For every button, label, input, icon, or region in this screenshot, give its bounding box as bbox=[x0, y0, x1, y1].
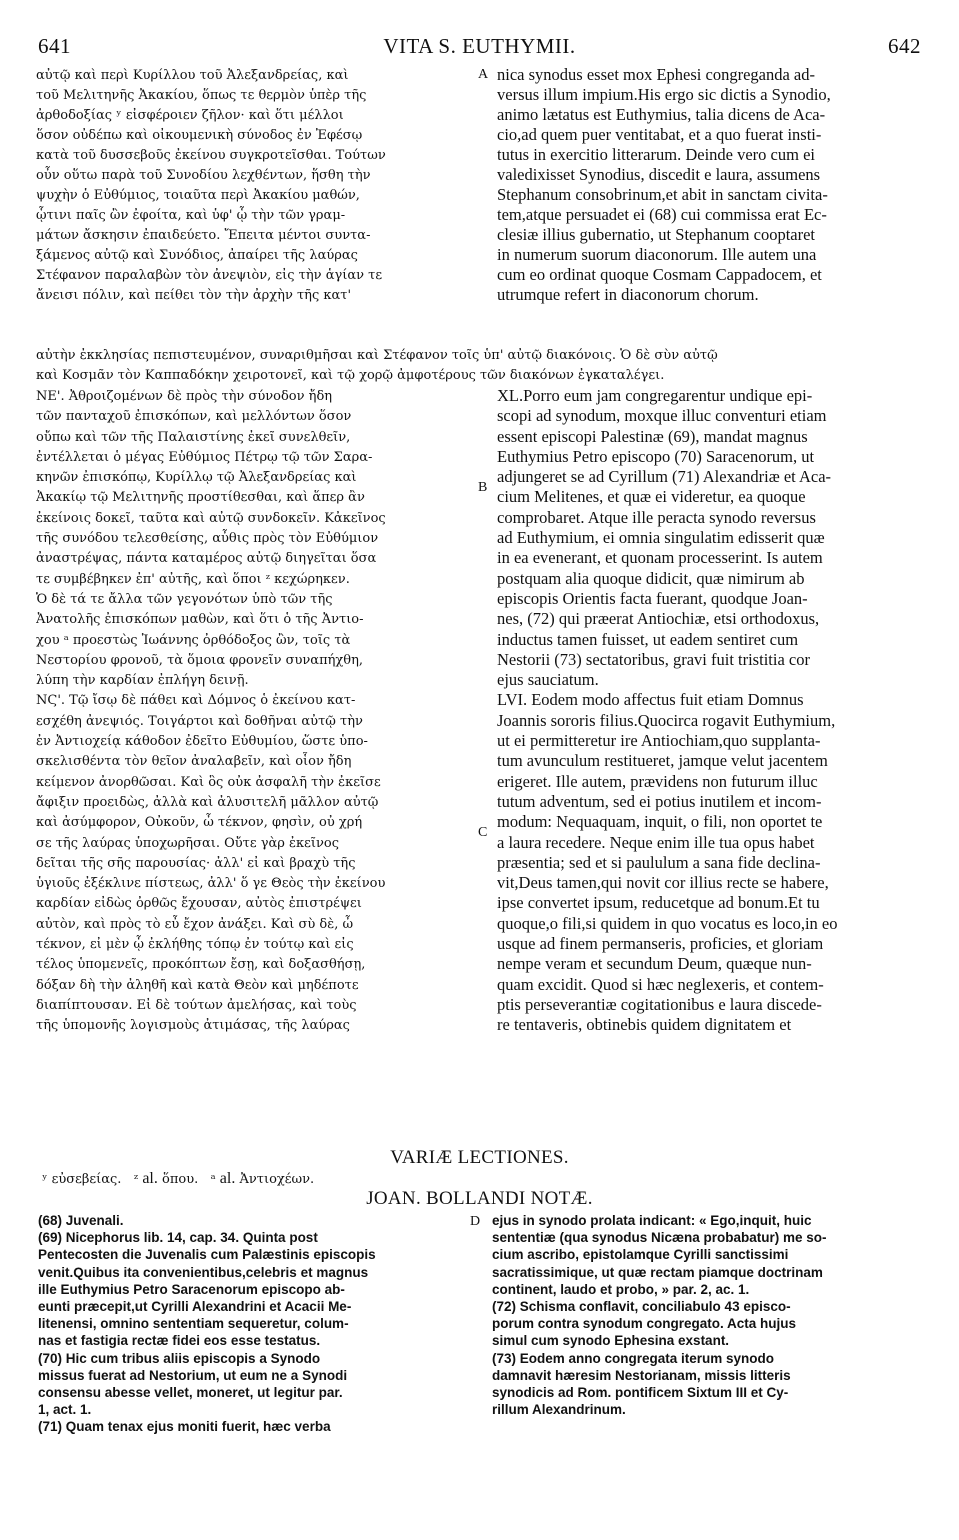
greek-column-top bbox=[36, 66, 490, 306]
note-line: ejus in synodo prolata indicant: « Ego,inquit, huic bbox=[492, 1213, 812, 1228]
greek-line: ἐντέλλεται ὁ μέγας Εὐθύμιος Πέτρῳ τῷ τῶν Σαρα- bbox=[36, 449, 373, 465]
note-line: cium ascribo, epistolamque Cyrilli sanctissimi bbox=[492, 1247, 789, 1263]
note-line: consensu abesse vellet, moneret, ut legitur par. bbox=[38, 1385, 343, 1401]
greek-line: εσχέθη ἀνεψιός. Τοιγάρτοι καὶ δοθῆναι αὐτῷ τὴν bbox=[36, 713, 363, 729]
greek-line: σε τῆς λαύρας ὑποχωρῆσαι. Οὔτε γὰρ ἐκεῖνος bbox=[36, 835, 339, 851]
latin-line: usque ad finem permanseris, proficies, et gloriam bbox=[497, 934, 824, 954]
note-line: nas et fastigia rectæ fidei eos esse testatus. bbox=[38, 1333, 321, 1349]
greek-line: ᾧτινι παῖς ὢν ἐφοίτα, καὶ ὑφ' ᾧ τὴν τῶν γραμ- bbox=[36, 208, 346, 223]
greek-line: Νεστορίου φρονοῦ, τὰ ὅμοια φρονεῖν συναπήχθη, bbox=[36, 652, 364, 668]
greek-line: οὖν οὕτω παρὰ τοῦ Συνοδίου λεχθέντων, ἥσθη τὴν bbox=[36, 168, 371, 183]
running-title: VITA S. EUTHYMII. bbox=[383, 34, 576, 58]
greek-line: ἐκείνοις δοκεῖ, ταῦτα καὶ αὐτῷ συνδοκεῖν. Κἀκεῖνος bbox=[36, 510, 386, 526]
bollandi-notae-heading: JOAN. BOLLANDI NOTÆ. bbox=[366, 1188, 593, 1209]
latin-column-top bbox=[497, 65, 927, 305]
notes-left-column bbox=[38, 1212, 481, 1436]
latin-line: modum: Nequaquam, inquit, o fili, non oportet te bbox=[497, 812, 823, 832]
latin-line: essent episcopi Palestinæ (69), mandat magnus bbox=[497, 426, 808, 446]
note-line: (69) Nicephorus lib. 14, cap. 34. Quinta post bbox=[38, 1230, 318, 1246]
greek-line: ἄνεισι πόλιν, καὶ πείθει τὸν τὴν ἀρχὴν τῆς κατ' bbox=[36, 288, 352, 303]
greek-line: δεῖται τῆς σῆς παρουσίας· ἀλλ' εἰ καὶ βραχὺ τῆς bbox=[36, 855, 356, 871]
variae-lectiones bbox=[42, 1170, 314, 1188]
variant-text-y: εὐσεβείας. bbox=[51, 1172, 122, 1187]
note-line: (68) Juvenali. bbox=[38, 1213, 124, 1228]
greek-line: χου ᵃ προεστὼς Ἰωάννης ὀρθόδοξος ὢν, τοῖς τὰ bbox=[36, 632, 351, 648]
variant-mark-y: ʸ bbox=[42, 1172, 48, 1187]
latin-line: cio,ad quem puer ventitabat, et a quo fuerat insti- bbox=[497, 125, 822, 144]
latin-line: Euthymius Petro episcopo (70) Saracenorum, ut bbox=[497, 446, 815, 466]
latin-line: ipse convertet ipsum, reducetque ad bonum.Et tu bbox=[497, 893, 820, 913]
greek-line: τέκνον, εἰ μὲν ᾧ ἐκλήθης τόπῳ ἐν τούτῳ καὶ εἰς bbox=[36, 937, 354, 953]
variant-text-z: ὅπου. bbox=[162, 1172, 199, 1187]
note-line: (70) Hic cum tribus aliis episcopis a Synodo bbox=[38, 1350, 321, 1366]
note-line: (73) Eodem anno congregata iterum synodo bbox=[492, 1350, 775, 1366]
latin-line: LVI. Eodem modo affectus fuit etiam Domnus bbox=[497, 690, 804, 710]
margin-marker-d: D bbox=[470, 1214, 481, 1229]
variant-text-a: Ἀντιοχέων. bbox=[239, 1172, 315, 1187]
latin-line: episcopis Orientis facta fuerant, quodque Joan- bbox=[497, 588, 808, 608]
note-line: continent, laudo et probo, » par. 2, ac. 1. bbox=[492, 1281, 750, 1297]
latin-line: Nestorii (73) sectatoribus, gravi fuit tristitia cor bbox=[497, 649, 810, 669]
greek-line: Ὁ δὲ τά τε ἄλλα τῶν γεγονότων ὑπὸ τῶν τῆς bbox=[36, 591, 333, 607]
greek-line: κηνῶν ἐπισκόπῳ, Κυρίλλῳ τῷ Ἀλεξανδρείας καὶ bbox=[36, 470, 357, 486]
variant-al-a: al. bbox=[219, 1170, 236, 1187]
greek-line: καὶ Κοσμᾶν τὸν Καππαδόκην χειροτονεῖ, καὶ τῷ χορῷ ἀμφοτέρους τῶν διακόνων ἐγκαταλέγει. bbox=[36, 368, 665, 383]
greek-line: ΝΕ'. Ἀθροιζομένων δὲ πρὸς τὴν σύνοδον ἤδη bbox=[36, 389, 333, 404]
greek-line: τῆς συνόδου τελεσθείσης, αὖθις πρὸς τὸν Εὐθύμιον bbox=[36, 531, 379, 547]
note-line: litenensi, omnino sententiam sequeretur, colum- bbox=[38, 1316, 349, 1332]
note-line: sacratissimique, ut quæ rectam piamque doctrinam bbox=[492, 1264, 823, 1280]
variant-al-z: al. bbox=[142, 1170, 158, 1187]
note-line: (71) Quam tenax ejus moniti fuerit, hæc verba bbox=[38, 1419, 331, 1435]
latin-line: versus illum impium.His ergo sic dictis a Synodio, bbox=[497, 85, 831, 104]
latin-line: ut ei permitteretur ire Antiochiam,quo supplanta- bbox=[497, 731, 821, 751]
latin-line: scopi ad synodum, moxque illuc conventuri etiam bbox=[497, 406, 827, 426]
latin-line: Joannis sororis filius.Quocirca rogavit Euthymium, bbox=[497, 710, 836, 730]
greek-line: τοῦ Μελιτηνῆς Ἀκακίου, ὅπως τε θερμὸν ὑπὲρ τῆς bbox=[36, 88, 367, 103]
greek-line: Ἀνατολῆς ἐπισκόπων μαθὼν, καὶ ὅτι ὁ τῆς Ἀντιο- bbox=[36, 612, 364, 628]
latin-line: utrumque refert in diaconorum chorum. bbox=[497, 285, 759, 304]
greek-line: ΝϚ'. Τῷ ἴσῳ δὲ πάθει καὶ Δόμνος ὁ ἐκείνου κατ- bbox=[36, 693, 356, 709]
latin-line: præsentia; sed et si paululum a sana fide declina- bbox=[497, 852, 821, 872]
latin-line: ptis perseverantiæ cogitationibus e laura discede- bbox=[497, 994, 822, 1014]
margin-marker-c: C bbox=[478, 825, 488, 840]
note-line: synodicis ad Rom. pontificem Sixtum III et Cy- bbox=[492, 1385, 789, 1401]
greek-line: αὐτὴν ἐκκλησίας πεπιστευμένον, συναριθμῆσαι καὶ Στέφανον τοῖς ὑπ' αὐτῷ διακόνοις. Ὁ δὲ σὺν αὐτῷ bbox=[36, 348, 718, 363]
greek-line: λύπη τὴν καρδίαν ἐπλήγη δεινῇ. bbox=[36, 673, 249, 689]
latin-line: nica synodus esset mox Ephesi congreganda ad- bbox=[497, 65, 815, 84]
greek-line: ὅσον οὐδέπω καὶ οἰκουμενικὴ σύνοδος ἐν Ἐφέσῳ bbox=[36, 128, 363, 143]
latin-line: XL.Porro eum jam congregarentur undique epi- bbox=[497, 386, 813, 405]
latin-line: cum eo ordinat quoque Cosmam Cappadocem, et bbox=[497, 265, 822, 284]
latin-line: ejus sauciatum. bbox=[497, 670, 599, 690]
latin-line: tem,atque persuadet ei (68) cui commissa erat Ec- bbox=[497, 205, 827, 224]
greek-line: τέλος ὑπομενεῖς, προκόπτων ἔσῃ, καὶ δοξασθήσῃ, bbox=[36, 957, 366, 973]
greek-line: ψυχὴν ὁ Εὐθύμιος, τοιαῦτα περὶ Ἀκακίου μαθών, bbox=[36, 188, 360, 203]
note-line: Pentecosten die Juvenalis cum Palæstinis episcopis bbox=[38, 1247, 376, 1263]
latin-line: re tentaveris, obtinebis quidem dignitatem et bbox=[497, 1015, 792, 1035]
latin-line: adjungeret se ad Cyrillum (71) Alexandriæ et Aca- bbox=[497, 467, 832, 487]
note-line: rillum Alexandrinum. bbox=[492, 1402, 626, 1418]
note-line: venit.Quibus ita convenientibus,celebris et magnus bbox=[38, 1264, 369, 1280]
variae-lectiones-heading: VARIÆ LECTIONES. bbox=[390, 1147, 569, 1168]
greek-line: τε συμβέβηκεν ἐπ' αὐτῆς, καὶ ὅποι ᶻ κεχώρηκεν. bbox=[36, 571, 350, 587]
greek-line: αὐτῷ καὶ περὶ Κυρίλλου τοῦ Ἀλεξανδρείας, καὶ bbox=[36, 68, 349, 83]
greek-line: ξάμενος αὐτῷ καὶ Συνόδιος, ἀπαίρει τῆς λαύρας bbox=[36, 248, 358, 263]
latin-line: quam excidit. Quod si hæc neglexeris, et contem- bbox=[497, 974, 824, 994]
notes-right-column bbox=[492, 1212, 932, 1418]
variant-mark-a: ᵃ bbox=[210, 1172, 216, 1187]
latin-line: nes, (72) qui præerat Antiochiæ, etsi orthodoxus, bbox=[497, 609, 820, 629]
note-line: sententiæ (qua synodus Nicæna probabatur) me so- bbox=[492, 1230, 827, 1246]
margin-marker-a: A bbox=[478, 67, 489, 82]
latin-line: in numerum suorum diaconorum. Ille autem una bbox=[497, 245, 817, 264]
greek-line: καρδίαν εἰδὼς ὀρθῶς ἔχουσαν, αὐτὸς ἐπιστρέψει bbox=[36, 896, 362, 912]
greek-column-main bbox=[36, 387, 490, 1037]
greek-line: ἀρθοδοξίας ʸ εἰσφέροιεν ζῆλον· καὶ ὅτι μέλλοι bbox=[36, 108, 344, 123]
greek-line: ἄφιξιν προειδὼς, ἀλλὰ καὶ ἀλυσιτελῆ μᾶλλον αὐτῷ bbox=[36, 794, 379, 810]
greek-line: ὑγιοῦς ἐξέκλινε πίστεως, ἀλλ' ὅ γε Θεὸς τὴν ἐκείνου bbox=[36, 876, 386, 892]
note-line: simul cum synodo Ephesina exstant. bbox=[492, 1333, 730, 1349]
latin-line: erigeret. Ille autem, prævidens non futurum illuc bbox=[497, 771, 818, 791]
right-page-number: 642 bbox=[888, 34, 921, 58]
greek-line: ἀναστρέψας, πάντα καταμέρος αὐτῷ διηγεῖται ὅσα bbox=[36, 551, 377, 567]
note-line: damnavit hæresim Nestorianam, missis litteris bbox=[492, 1367, 791, 1383]
latin-line: vit,Deus tamen,qui novit cor illius recte se habere, bbox=[497, 873, 829, 893]
greek-line: τῆς ὑπομονῆς λογισμοὺς ἀτιμάσας, τῆς λαύρας bbox=[36, 1018, 350, 1034]
greek-line: κείμενον ἀνορθῶσαι. Καὶ ὃς οὐκ ἀσφαλῆ τὴν ἐκεῖσε bbox=[36, 774, 381, 790]
margin-marker-b: B bbox=[478, 480, 488, 495]
left-page-number: 641 bbox=[38, 34, 71, 58]
latin-line: ad Euthymium, ei omnia singulatim edisserit quæ bbox=[497, 528, 825, 548]
latin-line: Stephanum consobrinum,et abit in sanctam civita- bbox=[497, 185, 828, 204]
variant-mark-z: ᶻ bbox=[133, 1172, 139, 1187]
note-line: eunti præcepit,ut Cyrilli Alexandrini et Acacii Me- bbox=[38, 1299, 352, 1315]
latin-line: a laura recedere. Neque enim ille tua opus habet bbox=[497, 832, 815, 852]
latin-line: animo lætatus est Euthymius, talia dicens de Aca- bbox=[497, 105, 826, 124]
greek-line: Ἀκακίῳ τῷ Μελιτηνῆς προστίθεσθαι, καὶ ἅπερ ἂν bbox=[36, 490, 365, 506]
greek-line: τῶν πανταχοῦ ἐπισκόπων, καὶ μελλόντων ὅσον bbox=[36, 409, 352, 425]
latin-line: nempe veram et secundum Deum, quæque nun- bbox=[497, 954, 812, 974]
greek-line: μάτων ἄσκησιν ἐπαιδεύετο. Ἔπειτα μέντοι συντα- bbox=[36, 228, 371, 243]
note-line: ille Euthymius Petro Saracenorum episcopo ab- bbox=[38, 1281, 345, 1297]
latin-line: clesiæ illius gubernatio, ut Stephanum cooptaret bbox=[497, 225, 816, 244]
latin-line: cium Melitenes, et quæ ei videretur, ea quoque bbox=[497, 487, 806, 507]
greek-full-width bbox=[36, 346, 931, 386]
latin-line: tutus in exercitio litterarum. Deinde vero cum ei bbox=[497, 145, 815, 164]
greek-line: αὐτὸν, καὶ πρὸς τὸ εὖ ἔχον ἀνάξει. Καὶ σὺ δὲ, ὦ bbox=[36, 916, 354, 932]
note-line: 1, act. 1. bbox=[38, 1402, 92, 1418]
note-line: missus fuerat ad Nestorium, ut eum ne a Synodi bbox=[38, 1367, 348, 1383]
greek-line: δόξαν δὴ τὴν ἀληθῆ καὶ κατὰ Θεὸν καὶ μηδέποτε bbox=[36, 977, 359, 993]
note-line: porum contra synodum congregato. Acta hujus bbox=[492, 1316, 797, 1332]
latin-line: inductus tamen fuisset, ut eadem sentiret cum bbox=[497, 629, 799, 649]
note-line: (72) Schisma conflavit, conciliabulo 43 episco- bbox=[492, 1299, 791, 1315]
greek-line: σκελισθέντα τὸν θεῖον ἀναλαβεῖν, καὶ οἷον ἤδη bbox=[36, 754, 352, 770]
greek-line: οὔπω καὶ τῶν τῆς Παλαιστίνης ἐκεῖ συνελθεῖν, bbox=[36, 429, 351, 445]
latin-line: in ea evenerant, et quonam processerint. Is autem bbox=[497, 548, 823, 568]
greek-line: καὶ ἀσύμφορον, Οὐκοῦν, ὦ τέκνον, φησὶν, οὐ χρή bbox=[36, 815, 363, 831]
greek-line: ἐν Ἀντιοχείᾳ κάθοδον ἐδεῖτο Εὐθυμίου, ὥστε ὑπο- bbox=[36, 734, 368, 750]
greek-line: διαπίπτουσαν. Εἰ δὲ τούτων ἀμελήσας, καὶ τοὺς bbox=[36, 997, 357, 1013]
latin-line: comprobaret. Atque ille peracta synodo reversus bbox=[497, 507, 816, 527]
latin-line: postquam alia quoque didicit, quæ nimirum ab bbox=[497, 568, 805, 588]
greek-line: κατὰ τοῦ δυσσεβοῦς ἐκείνου συγκροτεῖσθαι. Τούτων bbox=[36, 148, 386, 163]
latin-line: tutum adventum, sed ei potius inutilem et incom- bbox=[497, 791, 822, 811]
latin-line: quoque,o fili,si quidem in quo vocatus es loco,in eo bbox=[497, 913, 838, 933]
greek-line: Στέφανον παραλαβὼν τὸν ἀνεψιὸν, εἰς τὴν ἁγίαν τε bbox=[36, 268, 383, 283]
latin-line: valedixisset Synodius, discedit e laura, assumens bbox=[497, 165, 821, 184]
latin-column-main bbox=[497, 386, 927, 1036]
latin-line: tum avunculum restitueret, jamque velut jacentem bbox=[497, 751, 828, 771]
